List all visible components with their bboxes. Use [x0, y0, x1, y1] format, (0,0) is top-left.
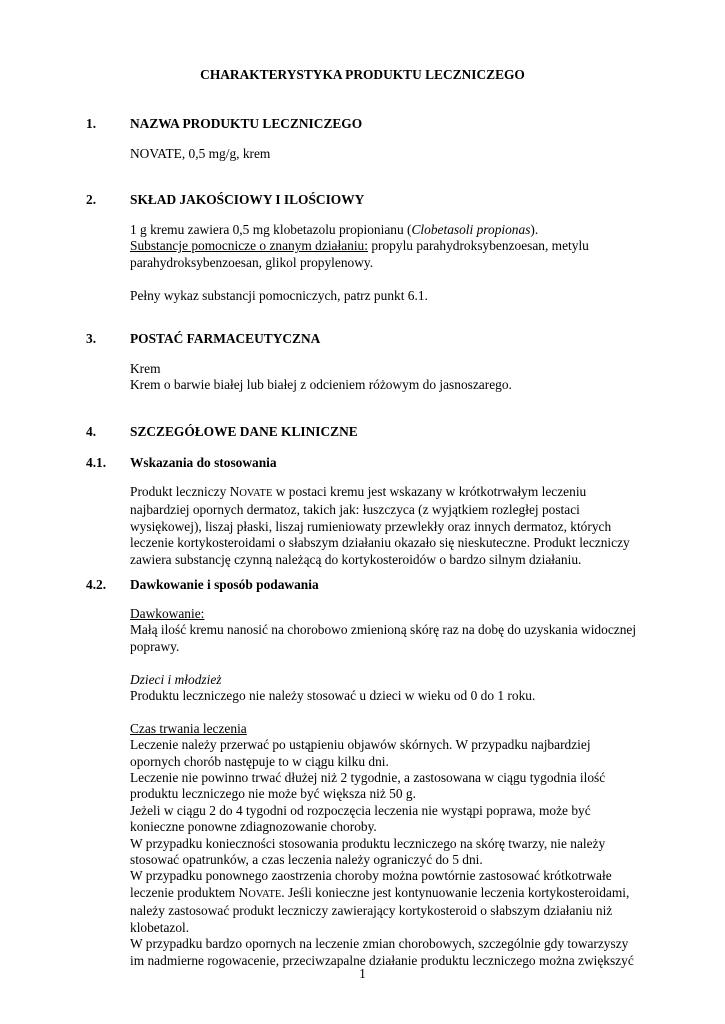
duration-line: produktu leczniczego nie może być większa niż 50 g.: [130, 786, 416, 802]
composition-text-end: ).: [530, 222, 539, 237]
section-3-heading: POSTAĆ FARMACEUTYCZNA: [130, 331, 321, 346]
dosage-label: Dawkowanie:: [130, 606, 205, 621]
dosage-line: Małą ilość kremu nanosić na chorobowo zmienioną skórę raz na dobę do uzyskania widocznej: [130, 622, 637, 638]
duration-line: klobetazol.: [130, 919, 190, 935]
duration-line: Leczenie nie powinno trwać dłużej niż 2 tygodnie, a zastosowana w ciągu tygodnia ilość: [130, 770, 606, 786]
section-4-number: 4.: [86, 424, 97, 439]
indications-line: leczenie kortykosteroidami o słabszym działaniu okazało się nieskuteczne. Produkt leczniczy: [130, 535, 630, 551]
excipients-full-list: Pełny wykaz substancji pomocniczych, patrz punkt 6.1.: [130, 287, 428, 303]
pharmaceutical-form: Krem: [130, 361, 161, 376]
indications-text-cont: w postaci kremu jest wskazany w krótkotrwałym leczeniu: [272, 484, 587, 499]
section-4-2-number: 4.2.: [86, 577, 107, 592]
excipients-label: Substancje pomocnicze o znanym działaniu:: [130, 238, 368, 254]
section-4-1-body: [130, 484, 670, 568]
page-number: 1: [359, 966, 366, 981]
composition-text: 1 g kremu zawiera 0,5 mg klobetazolu propionianu (: [130, 222, 412, 237]
section-4-2-body: [130, 606, 670, 969]
duration-line: W przypadku bardzo opornych na leczenie zmian chorobowych, szczególnie gdy towarzyszy: [130, 936, 629, 952]
section-2-heading: SKŁAD JAKOŚCIOWY I ILOŚCIOWY: [130, 192, 365, 207]
duration-line: im nadmierne rogowacenie, przeciwzapalne działanie produktu leczniczego można zwiększyć: [130, 952, 634, 968]
section-1-body: [130, 146, 670, 162]
section-4-1-heading: Wskazania do stosowania: [130, 455, 277, 470]
dosage-line: poprawy.: [130, 638, 180, 654]
duration-line: opornych chorób następuje to w ciągu kilku dni.: [130, 753, 389, 769]
section-4-heading: SZCZEGÓŁOWE DANE KLINICZNE: [130, 424, 358, 439]
indications-line: zawiera substancję czynną należącą do kortykosteroidów o bardzo silnym działaniu.: [130, 551, 582, 567]
section-2-body: [130, 222, 670, 304]
section-1-heading: NAZWA PRODUKTU LECZNICZEGO: [130, 116, 363, 131]
duration-text-cont: . Jeśli konieczne jest kontynuowanie leczenia kortykosteroidami,: [281, 884, 630, 900]
indications-text: Produkt leczniczy N: [130, 484, 240, 499]
duration-text: leczenie produktem N: [130, 884, 249, 900]
children-label: Dzieci i młodzież: [130, 671, 222, 687]
brand-small-caps: OVATE: [239, 488, 273, 499]
document-title: CHARAKTERYSTYKA PRODUKTU LECZNICZEGO: [200, 67, 525, 82]
form-description: Krem o barwie białej lub białej z odcieniem różowym do jasnoszarego.: [130, 377, 512, 393]
composition-line: [130, 222, 670, 238]
duration-line: W przypadku ponownego zaostrzenia choroby można powtórnie zastosować krótkotrwałe: [130, 868, 612, 884]
excipients-text: propylu parahydroksybenzoesan, metylu: [367, 238, 589, 254]
duration-line: Jeżeli w ciągu 2 do 4 tygodni od rozpoczęcia leczenia nie wystąpi poprawa, może być: [130, 802, 591, 818]
duration-label: Czas trwania leczenia: [130, 720, 247, 736]
indications-line: wysiękowej), liszaj płaski, liszaj rumieniowaty przewlekły oraz innych dermatoz, których: [130, 518, 612, 534]
duration-line: W przypadku konieczności stosowania produktu leczniczego na skórę twarzy, nie należy: [130, 835, 606, 851]
duration-line: [130, 885, 670, 903]
children-text: Produktu leczniczego nie należy stosować u dzieci w wieku od 0 do 1 roku.: [130, 688, 536, 704]
duration-line: konieczne ponowne zdiagnozowanie choroby.: [130, 819, 377, 835]
product-name: NOVATE, 0,5 mg/g, krem: [130, 146, 271, 161]
excipients-line: [130, 238, 670, 254]
section-4-2-heading: Dawkowanie i sposób podawania: [130, 577, 319, 592]
section-1-number: 1.: [86, 116, 97, 131]
latin-name: Clobetasoli propionas: [411, 222, 531, 237]
section-4-1-number: 4.1.: [86, 455, 107, 470]
indications-line: [130, 484, 670, 502]
duration-line: Leczenie należy przerwać po ustąpieniu objawów skórnych. W przypadku najbardziej: [130, 737, 591, 753]
duration-line: należy zastosować produkt leczniczy zawierający kortykosteroid o słabszym działaniu niż: [130, 903, 613, 919]
excipients-line-2: parahydroksybenzoesan, glikol propylenowy.: [130, 254, 374, 270]
brand-small-caps: OVATE: [248, 888, 282, 900]
indications-line: najbardziej opornych dermatoz, takich jak: łuszczyca (z wyjątkiem rozległej postaci: [130, 502, 580, 518]
section-2-number: 2.: [86, 192, 97, 207]
section-3-body: [130, 361, 670, 394]
section-3-number: 3.: [86, 331, 97, 346]
duration-line: stosować opatrunków, a czas leczenia należy ograniczyć do 5 dni.: [130, 852, 483, 868]
